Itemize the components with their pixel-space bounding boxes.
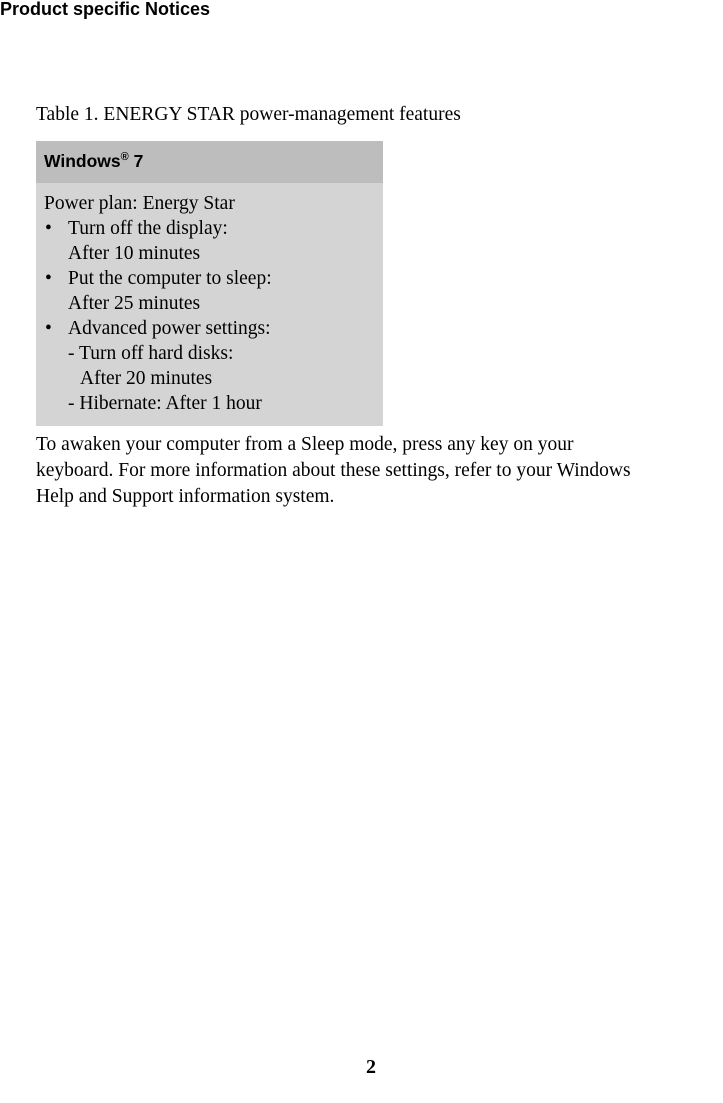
- bullet-icon: •: [45, 268, 52, 289]
- registered-trademark: ®: [120, 151, 129, 163]
- hibernate-setting: - Hibernate: After 1 hour: [68, 393, 262, 414]
- display-setting-label: Turn off the display:: [68, 218, 228, 239]
- paragraph-line: To awaken your computer from a Sleep mode, press any key on your: [36, 434, 574, 455]
- energy-star-features-table: [36, 141, 383, 426]
- paragraph-line: keyboard. For more information about these settings, refer to your Windows: [36, 460, 631, 481]
- sleep-setting-label: Put the computer to sleep:: [68, 268, 272, 289]
- hard-disk-setting-value: After 20 minutes: [80, 368, 213, 389]
- hard-disk-setting-label: - Turn off hard disks:: [68, 343, 234, 364]
- section-header: Product specific Notices: [0, 0, 211, 19]
- table-caption: Table 1. ENERGY STAR power-management features: [36, 104, 461, 125]
- paragraph-line: Help and Support information system.: [36, 486, 335, 507]
- page-number: 2: [366, 1056, 376, 1078]
- os-name: Windows: [44, 151, 121, 171]
- bullet-icon: •: [45, 218, 52, 239]
- os-version: 7: [128, 151, 144, 171]
- display-setting-value: After 10 minutes: [68, 243, 201, 264]
- sleep-setting-value: After 25 minutes: [68, 293, 201, 314]
- advanced-settings-label: Advanced power settings:: [68, 318, 271, 339]
- power-plan: Power plan: Energy Star: [44, 193, 235, 214]
- body-paragraph: [36, 432, 723, 510]
- bullet-icon: •: [45, 318, 52, 339]
- table-header-os: [36, 141, 383, 183]
